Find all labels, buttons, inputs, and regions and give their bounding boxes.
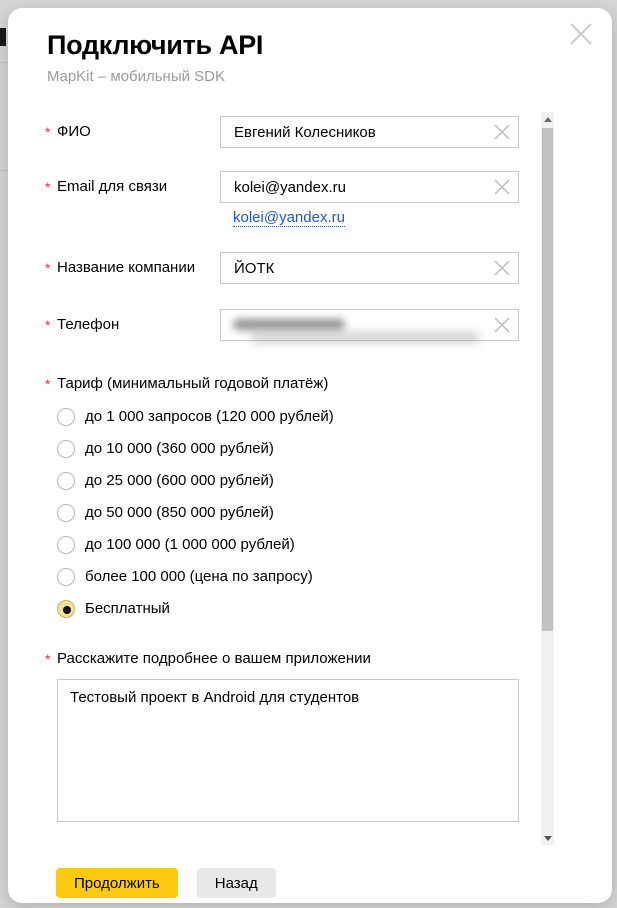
phone-redacted-smudge <box>250 333 480 342</box>
backdrop-page-fragment <box>0 28 6 46</box>
radio-icon <box>57 504 75 522</box>
email-suggestion-link[interactable]: kolei@yandex.ru <box>233 209 345 226</box>
field-row-phone <box>45 309 541 341</box>
scrollbar-up-arrow[interactable] <box>541 112 554 126</box>
email-suggestion <box>233 209 541 227</box>
required-asterisk: * <box>45 179 51 195</box>
required-asterisk: * <box>45 124 51 140</box>
required-asterisk: * <box>45 376 51 392</box>
tariff-option-10000[interactable]: до 10 000 (360 000 рублей) <box>57 438 541 460</box>
about-label: * Расскажите подробнее о вашем приложении <box>45 650 371 667</box>
backdrop-divider <box>0 170 8 171</box>
company-input[interactable] <box>220 252 519 284</box>
backdrop-divider <box>0 62 8 63</box>
tariff-label: * Тариф (минимальный годовой платёж) <box>45 375 329 392</box>
clear-icon[interactable] <box>494 317 510 333</box>
field-row-fio <box>45 116 541 148</box>
tariff-option-more-100000[interactable]: более 100 000 (цена по запросу) <box>57 566 541 588</box>
tariff-option-25000[interactable]: до 25 000 (600 000 рублей) <box>57 470 541 492</box>
page-title: Подключить API <box>47 30 264 60</box>
triangle-down-icon <box>544 836 552 841</box>
connect-api-dialog <box>8 8 612 903</box>
tariff-option-1000[interactable]: до 1 000 запросов (120 000 рублей) <box>57 406 541 428</box>
radio-icon <box>57 600 75 618</box>
form-scroll-area <box>8 108 541 848</box>
fio-label: * ФИО <box>45 123 91 140</box>
close-icon[interactable] <box>568 21 594 47</box>
radio-icon <box>57 440 75 458</box>
radio-icon <box>57 472 75 490</box>
page-subtitle: MapKit – мобильный SDK <box>47 68 226 85</box>
clear-icon[interactable] <box>494 260 510 276</box>
required-asterisk: * <box>45 651 51 667</box>
radio-icon <box>57 408 75 426</box>
clear-icon[interactable] <box>494 179 510 195</box>
continue-button[interactable]: Продолжить <box>56 868 178 898</box>
scrollbar-thumb[interactable] <box>542 128 553 631</box>
tariff-option-free[interactable]: Бесплатный <box>57 598 541 620</box>
email-label: * Email для связи <box>45 178 168 195</box>
company-label: * Название компании <box>45 259 196 276</box>
field-row-company <box>45 252 541 284</box>
email-input[interactable] <box>220 171 519 203</box>
field-block-email <box>45 171 541 227</box>
dialog-footer <box>56 868 276 898</box>
tariff-group <box>45 374 541 620</box>
fio-input[interactable] <box>220 116 519 148</box>
required-asterisk: * <box>45 260 51 276</box>
scrollbar-down-arrow[interactable] <box>541 831 554 845</box>
tariff-option-100000[interactable]: до 100 000 (1 000 000 рублей) <box>57 534 541 556</box>
radio-icon <box>57 568 75 586</box>
back-button[interactable]: Назад <box>197 868 276 898</box>
radio-icon <box>57 536 75 554</box>
scrollbar <box>541 112 554 845</box>
required-asterisk: * <box>45 317 51 333</box>
phone-redacted-value <box>233 319 345 330</box>
triangle-up-icon <box>544 117 552 122</box>
about-block <box>45 649 541 822</box>
about-textarea[interactable] <box>57 679 519 822</box>
phone-label: * Телефон <box>45 316 120 333</box>
clear-icon[interactable] <box>494 124 510 140</box>
tariff-option-50000[interactable]: до 50 000 (850 000 рублей) <box>57 502 541 524</box>
